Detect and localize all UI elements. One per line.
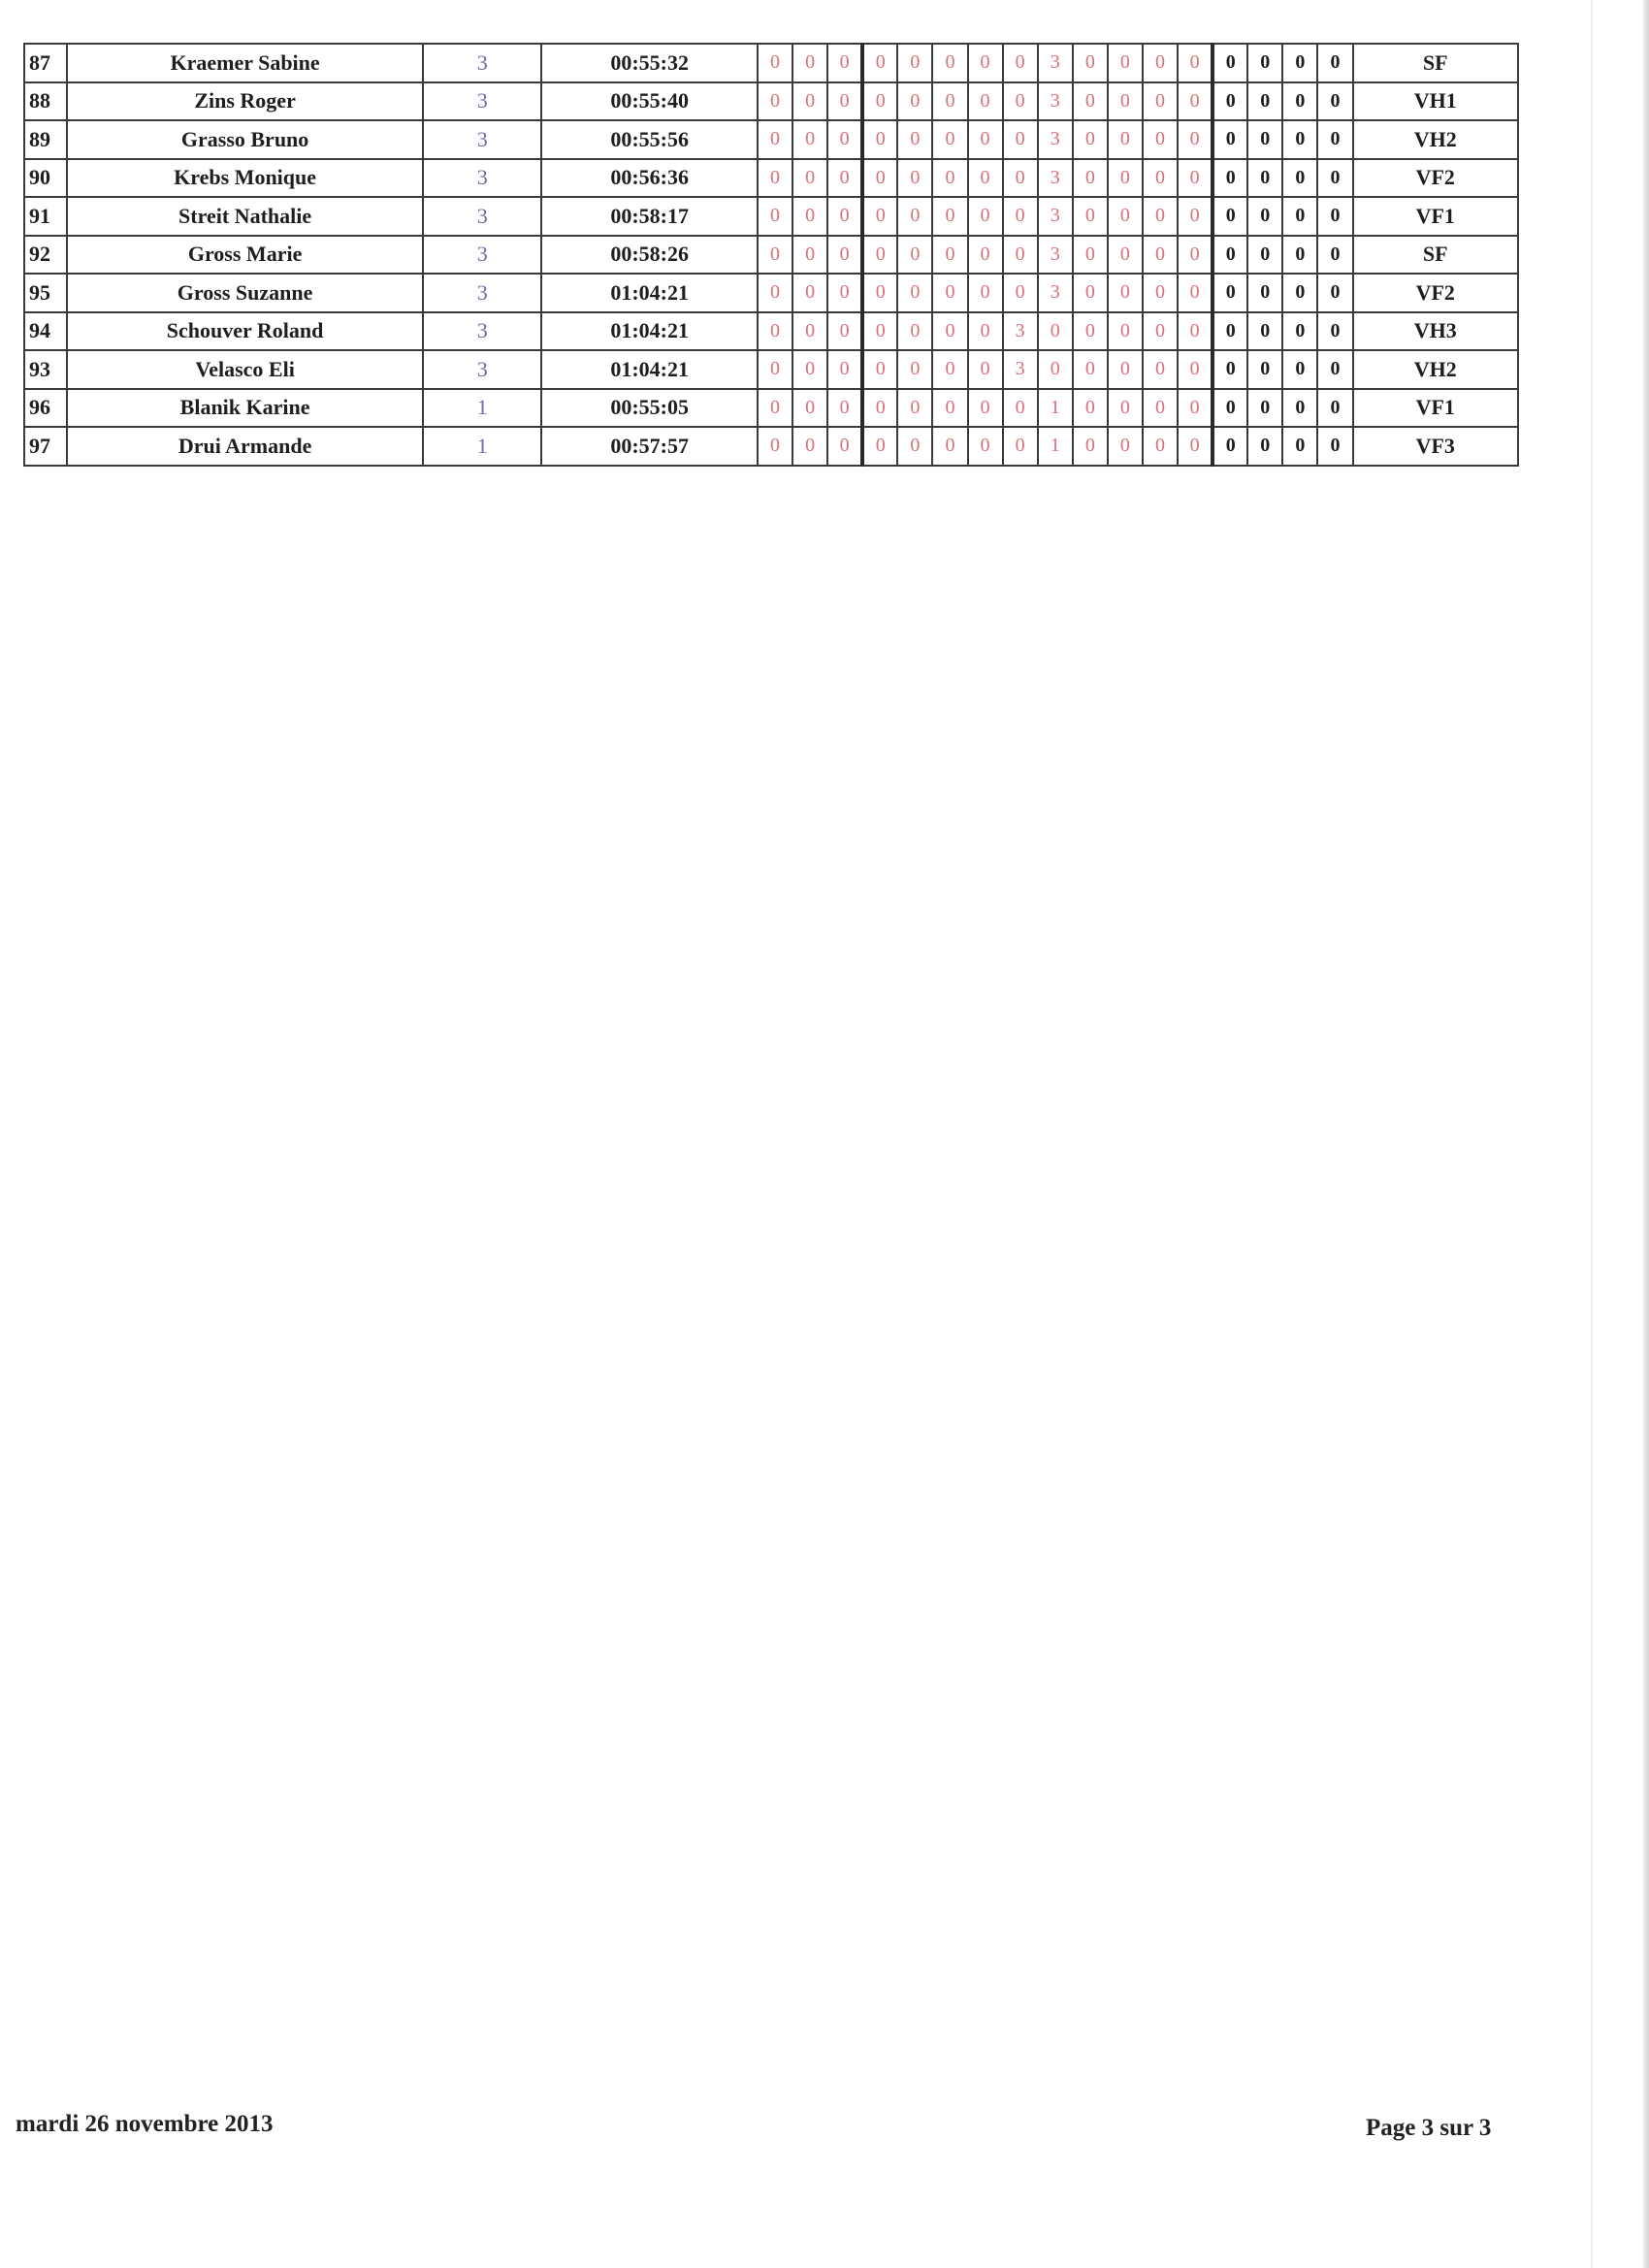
score-cell: 0 <box>827 82 862 121</box>
score-cell: 0 <box>1247 236 1282 275</box>
score-cell: 0 <box>1143 120 1178 159</box>
results-table-body <box>24 44 1518 466</box>
score-cell: 0 <box>758 312 792 351</box>
score-cell: 0 <box>758 82 792 121</box>
score-cell: 0 <box>792 197 827 236</box>
score-cell: 0 <box>862 236 897 275</box>
score-cell: 0 <box>862 274 897 312</box>
score-cell: 0 <box>1317 197 1352 236</box>
category-cell: VH3 <box>1353 312 1518 351</box>
score-cell: 0 <box>968 159 1003 198</box>
score-cell: 0 <box>862 120 897 159</box>
laps-cell: 1 <box>423 389 541 428</box>
score-cell: 0 <box>1282 82 1317 121</box>
score-cell: 0 <box>1003 274 1038 312</box>
score-cell: 0 <box>1247 312 1282 351</box>
name-cell: Zins Roger <box>67 82 423 121</box>
score-cell: 0 <box>932 44 967 82</box>
score-cell: 0 <box>1212 197 1247 236</box>
score-cell: 0 <box>968 44 1003 82</box>
score-cell: 0 <box>1247 197 1282 236</box>
score-cell: 0 <box>862 389 897 428</box>
score-cell: 0 <box>862 427 897 466</box>
score-cell: 0 <box>827 312 862 351</box>
score-cell: 0 <box>1282 312 1317 351</box>
score-cell: 0 <box>1178 120 1212 159</box>
score-cell: 0 <box>1212 82 1247 121</box>
name-cell: Gross Suzanne <box>67 274 423 312</box>
score-cell: 0 <box>932 389 967 428</box>
score-cell: 0 <box>1317 236 1352 275</box>
score-cell: 0 <box>1038 350 1073 389</box>
score-cell: 0 <box>1247 44 1282 82</box>
score-cell: 0 <box>827 350 862 389</box>
rank-cell: 90 <box>24 159 67 198</box>
time-cell: 00:58:26 <box>541 236 758 275</box>
score-cell: 0 <box>1178 197 1212 236</box>
score-cell: 0 <box>1282 236 1317 275</box>
score-cell: 0 <box>827 236 862 275</box>
score-cell: 0 <box>1282 120 1317 159</box>
rank-cell: 95 <box>24 274 67 312</box>
rank-cell: 93 <box>24 350 67 389</box>
score-cell: 0 <box>1003 44 1038 82</box>
score-cell: 0 <box>1317 389 1352 428</box>
category-cell: VH1 <box>1353 82 1518 121</box>
score-cell: 0 <box>897 44 932 82</box>
score-cell: 0 <box>1143 82 1178 121</box>
score-cell: 0 <box>1108 197 1143 236</box>
score-cell: 0 <box>827 197 862 236</box>
table-row <box>24 274 1518 312</box>
score-cell: 0 <box>1178 159 1212 198</box>
score-cell: 3 <box>1038 82 1073 121</box>
rank-cell: 89 <box>24 120 67 159</box>
score-cell: 0 <box>1108 427 1143 466</box>
score-cell: 0 <box>1108 82 1143 121</box>
score-cell: 0 <box>1317 159 1352 198</box>
rank-cell: 87 <box>24 44 67 82</box>
score-cell: 1 <box>1038 389 1073 428</box>
score-cell: 0 <box>1143 159 1178 198</box>
laps-cell: 3 <box>423 120 541 159</box>
category-cell: VF2 <box>1353 274 1518 312</box>
laps-cell: 3 <box>423 159 541 198</box>
score-cell: 0 <box>1212 389 1247 428</box>
score-cell: 0 <box>862 82 897 121</box>
score-cell: 0 <box>1247 274 1282 312</box>
score-cell: 0 <box>1108 236 1143 275</box>
laps-cell: 3 <box>423 197 541 236</box>
print-date: mardi 26 novembre 2013 <box>16 2111 274 2137</box>
name-cell: Gross Marie <box>67 236 423 275</box>
table-row <box>24 312 1518 351</box>
score-cell: 0 <box>897 350 932 389</box>
score-cell: 0 <box>758 44 792 82</box>
score-cell: 0 <box>792 427 827 466</box>
score-cell: 0 <box>1073 274 1108 312</box>
rank-cell: 97 <box>24 427 67 466</box>
score-cell: 0 <box>792 159 827 198</box>
score-cell: 0 <box>792 236 827 275</box>
score-cell: 0 <box>1178 350 1212 389</box>
score-cell: 0 <box>1178 274 1212 312</box>
name-cell: Kraemer Sabine <box>67 44 423 82</box>
time-cell: 00:55:05 <box>541 389 758 428</box>
score-cell: 0 <box>1108 350 1143 389</box>
table-row <box>24 82 1518 121</box>
score-cell: 0 <box>1108 389 1143 428</box>
score-cell: 0 <box>968 120 1003 159</box>
score-cell: 0 <box>1178 44 1212 82</box>
rank-cell: 92 <box>24 236 67 275</box>
rank-cell: 96 <box>24 389 67 428</box>
scan-edge-shadow <box>1643 0 1649 2268</box>
scan-edge-line <box>1591 0 1593 2268</box>
score-cell: 0 <box>1073 389 1108 428</box>
score-cell: 0 <box>1108 159 1143 198</box>
score-cell: 0 <box>1003 197 1038 236</box>
category-cell: VF1 <box>1353 197 1518 236</box>
time-cell: 01:04:21 <box>541 312 758 351</box>
score-cell: 0 <box>827 44 862 82</box>
score-cell: 0 <box>1108 120 1143 159</box>
score-cell: 0 <box>1143 274 1178 312</box>
score-cell: 0 <box>1003 389 1038 428</box>
score-cell: 0 <box>792 312 827 351</box>
score-cell: 0 <box>1282 159 1317 198</box>
category-cell: SF <box>1353 236 1518 275</box>
score-cell: 0 <box>968 82 1003 121</box>
score-cell: 0 <box>1073 427 1108 466</box>
laps-cell: 3 <box>423 44 541 82</box>
score-cell: 0 <box>897 82 932 121</box>
score-cell: 0 <box>932 312 967 351</box>
score-cell: 0 <box>1317 82 1352 121</box>
score-cell: 0 <box>1212 350 1247 389</box>
score-cell: 0 <box>792 389 827 428</box>
score-cell: 3 <box>1038 197 1073 236</box>
score-cell: 0 <box>758 197 792 236</box>
score-cell: 0 <box>1073 197 1108 236</box>
table-row <box>24 120 1518 159</box>
score-cell: 0 <box>792 274 827 312</box>
table-row <box>24 159 1518 198</box>
score-cell: 0 <box>1143 197 1178 236</box>
score-cell: 0 <box>1317 350 1352 389</box>
score-cell: 0 <box>1003 159 1038 198</box>
score-cell: 0 <box>968 236 1003 275</box>
score-cell: 0 <box>827 389 862 428</box>
laps-cell: 3 <box>423 236 541 275</box>
rank-cell: 88 <box>24 82 67 121</box>
table-row <box>24 44 1518 82</box>
score-cell: 0 <box>1247 350 1282 389</box>
score-cell: 0 <box>1282 44 1317 82</box>
score-cell: 0 <box>1108 44 1143 82</box>
score-cell: 0 <box>1317 312 1352 351</box>
score-cell: 0 <box>897 274 932 312</box>
score-cell: 3 <box>1038 274 1073 312</box>
laps-cell: 3 <box>423 82 541 121</box>
score-cell: 0 <box>1143 236 1178 275</box>
score-cell: 0 <box>792 350 827 389</box>
score-cell: 3 <box>1038 236 1073 275</box>
table-row <box>24 389 1518 428</box>
score-cell: 0 <box>932 197 967 236</box>
score-cell: 0 <box>897 312 932 351</box>
score-cell: 0 <box>897 236 932 275</box>
name-cell: Blanik Karine <box>67 389 423 428</box>
score-cell: 0 <box>1003 120 1038 159</box>
score-cell: 0 <box>827 159 862 198</box>
score-cell: 0 <box>1143 427 1178 466</box>
score-cell: 0 <box>758 120 792 159</box>
table-row <box>24 236 1518 275</box>
category-cell: VH2 <box>1353 120 1518 159</box>
laps-cell: 3 <box>423 312 541 351</box>
page-number: Page 3 sur 3 <box>1366 2115 1492 2141</box>
score-cell: 0 <box>1073 82 1108 121</box>
score-cell: 0 <box>862 159 897 198</box>
score-cell: 0 <box>827 120 862 159</box>
score-cell: 0 <box>792 120 827 159</box>
score-cell: 0 <box>968 197 1003 236</box>
score-cell: 0 <box>1073 236 1108 275</box>
score-cell: 0 <box>862 44 897 82</box>
score-cell: 0 <box>1317 44 1352 82</box>
score-cell: 0 <box>897 389 932 428</box>
time-cell: 00:58:17 <box>541 197 758 236</box>
score-cell: 0 <box>1317 120 1352 159</box>
name-cell: Drui Armande <box>67 427 423 466</box>
results-table <box>23 43 1519 467</box>
score-cell: 0 <box>862 350 897 389</box>
score-cell: 0 <box>1003 236 1038 275</box>
score-cell: 0 <box>862 197 897 236</box>
score-cell: 0 <box>968 350 1003 389</box>
score-cell: 0 <box>1073 159 1108 198</box>
score-cell: 0 <box>1282 350 1317 389</box>
score-cell: 0 <box>968 274 1003 312</box>
score-cell: 0 <box>1212 427 1247 466</box>
score-cell: 0 <box>758 427 792 466</box>
score-cell: 3 <box>1038 44 1073 82</box>
score-cell: 0 <box>1073 44 1108 82</box>
name-cell: Schouver Roland <box>67 312 423 351</box>
score-cell: 0 <box>758 350 792 389</box>
time-cell: 00:56:36 <box>541 159 758 198</box>
name-cell: Grasso Bruno <box>67 120 423 159</box>
rank-cell: 91 <box>24 197 67 236</box>
score-cell: 0 <box>932 427 967 466</box>
score-cell: 0 <box>1073 350 1108 389</box>
score-cell: 0 <box>1212 159 1247 198</box>
score-cell: 3 <box>1003 312 1038 351</box>
score-cell: 0 <box>1178 427 1212 466</box>
score-cell: 0 <box>932 82 967 121</box>
score-cell: 0 <box>897 120 932 159</box>
table-row <box>24 197 1518 236</box>
name-cell: Krebs Monique <box>67 159 423 198</box>
score-cell: 0 <box>897 159 932 198</box>
score-cell: 0 <box>1143 44 1178 82</box>
time-cell: 00:55:56 <box>541 120 758 159</box>
name-cell: Velasco Eli <box>67 350 423 389</box>
score-cell: 0 <box>1003 427 1038 466</box>
score-cell: 0 <box>1143 312 1178 351</box>
category-cell: VF3 <box>1353 427 1518 466</box>
score-cell: 0 <box>932 159 967 198</box>
score-cell: 3 <box>1038 120 1073 159</box>
score-cell: 0 <box>1038 312 1073 351</box>
score-cell: 0 <box>1212 274 1247 312</box>
table-row <box>24 427 1518 466</box>
score-cell: 0 <box>1247 389 1282 428</box>
score-cell: 0 <box>1212 236 1247 275</box>
category-cell: SF <box>1353 44 1518 82</box>
category-cell: VF2 <box>1353 159 1518 198</box>
score-cell: 0 <box>827 427 862 466</box>
category-cell: VH2 <box>1353 350 1518 389</box>
score-cell: 0 <box>758 389 792 428</box>
score-cell: 3 <box>1003 350 1038 389</box>
time-cell: 01:04:21 <box>541 274 758 312</box>
score-cell: 0 <box>1143 350 1178 389</box>
table-row <box>24 350 1518 389</box>
score-cell: 0 <box>792 44 827 82</box>
score-cell: 0 <box>827 274 862 312</box>
time-cell: 01:04:21 <box>541 350 758 389</box>
score-cell: 0 <box>758 274 792 312</box>
score-cell: 0 <box>792 82 827 121</box>
score-cell: 0 <box>758 236 792 275</box>
category-cell: VF1 <box>1353 389 1518 428</box>
score-cell: 0 <box>1108 274 1143 312</box>
score-cell: 0 <box>1212 312 1247 351</box>
score-cell: 1 <box>1038 427 1073 466</box>
rank-cell: 94 <box>24 312 67 351</box>
score-cell: 0 <box>1178 312 1212 351</box>
score-cell: 0 <box>1178 82 1212 121</box>
score-cell: 0 <box>968 427 1003 466</box>
score-cell: 0 <box>932 274 967 312</box>
score-cell: 0 <box>1247 120 1282 159</box>
score-cell: 0 <box>862 312 897 351</box>
score-cell: 0 <box>1178 236 1212 275</box>
score-cell: 0 <box>1178 389 1212 428</box>
score-cell: 0 <box>1073 120 1108 159</box>
time-cell: 00:57:57 <box>541 427 758 466</box>
score-cell: 0 <box>1247 159 1282 198</box>
score-cell: 0 <box>897 197 932 236</box>
laps-cell: 3 <box>423 274 541 312</box>
score-cell: 0 <box>932 120 967 159</box>
score-cell: 0 <box>968 389 1003 428</box>
score-cell: 0 <box>1282 427 1317 466</box>
laps-cell: 1 <box>423 427 541 466</box>
score-cell: 0 <box>1143 389 1178 428</box>
score-cell: 0 <box>897 427 932 466</box>
score-cell: 0 <box>932 236 967 275</box>
score-cell: 0 <box>1282 197 1317 236</box>
score-cell: 0 <box>1282 274 1317 312</box>
score-cell: 0 <box>932 350 967 389</box>
score-cell: 0 <box>1212 44 1247 82</box>
score-cell: 0 <box>1212 120 1247 159</box>
time-cell: 00:55:32 <box>541 44 758 82</box>
score-cell: 0 <box>1247 82 1282 121</box>
score-cell: 0 <box>1003 82 1038 121</box>
score-cell: 0 <box>1317 427 1352 466</box>
score-cell: 0 <box>758 159 792 198</box>
name-cell: Streit Nathalie <box>67 197 423 236</box>
time-cell: 00:55:40 <box>541 82 758 121</box>
score-cell: 0 <box>1073 312 1108 351</box>
score-cell: 0 <box>1108 312 1143 351</box>
laps-cell: 3 <box>423 350 541 389</box>
score-cell: 0 <box>1317 274 1352 312</box>
score-cell: 0 <box>968 312 1003 351</box>
score-cell: 0 <box>1282 389 1317 428</box>
score-cell: 3 <box>1038 159 1073 198</box>
score-cell: 0 <box>1247 427 1282 466</box>
